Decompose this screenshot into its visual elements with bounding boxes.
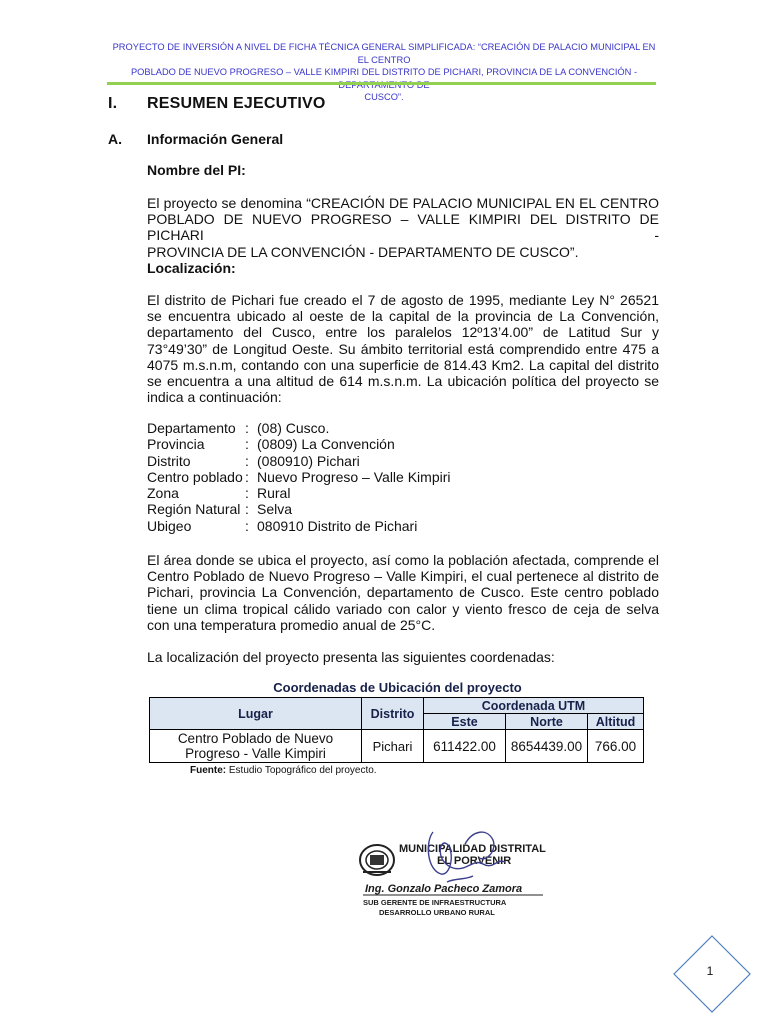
source-text: Estudio Topográfico del proyecto. bbox=[226, 765, 377, 776]
paragraph-line: con una temperatura promedio anual de 25°C. bbox=[147, 616, 436, 633]
header-distrito: Distrito bbox=[362, 698, 424, 730]
paragraph-line: PROVINCIA DE LA CONVENCIÓN - DEPARTAMENTO DE CUSCO”. bbox=[147, 243, 579, 260]
paragraph-line: POBLADO DE NUEVO PROGRESO – VALLE KIMPIRI DEL DISTRITO DE PICHARI - bbox=[147, 211, 659, 244]
header-line-2: POBLADO DE NUEVO PROGRESO – VALLE KIMPIRI DEL DISTRITO DE PICHARI, PROVINCIA DE LA CONVENCIÓN - bbox=[130, 67, 638, 77]
item-value: Rural bbox=[257, 485, 291, 502]
item-separator: : bbox=[245, 420, 249, 436]
cell-lugar bbox=[150, 730, 362, 763]
stamp-name: Ing. Gonzalo Pacheco Zamora bbox=[365, 883, 523, 895]
header-norte: Norte bbox=[506, 714, 588, 730]
item-separator: : bbox=[245, 485, 249, 502]
section-number: I. bbox=[108, 95, 118, 112]
item-separator: : bbox=[245, 452, 249, 469]
subsection-title: Información General bbox=[147, 131, 284, 147]
paragraph-line: tiene un clima tropical cálido variado con calor y viento fresco de ceja de selva bbox=[147, 600, 659, 617]
localizacion-heading: Localización: bbox=[147, 260, 236, 276]
header-rule bbox=[107, 82, 656, 85]
list-item bbox=[147, 485, 451, 501]
table-row bbox=[150, 730, 644, 763]
item-key: Distrito bbox=[147, 452, 191, 469]
section-title: RESUMEN EJECUTIVO bbox=[147, 95, 326, 112]
subsection-letter: A. bbox=[108, 131, 122, 147]
localizacion-paragraph bbox=[147, 292, 659, 405]
cell-lugar-line-2: Progreso - Valle Kimpiri bbox=[185, 746, 326, 761]
item-value: (080910) Pichari bbox=[257, 452, 360, 469]
item-key: Departamento bbox=[147, 420, 236, 436]
item-key: Ubigeo bbox=[147, 517, 192, 534]
table-header-row bbox=[150, 698, 644, 714]
coordinates-table bbox=[149, 697, 644, 763]
source-label: Fuente: bbox=[190, 765, 227, 776]
municipal-seal-icon bbox=[360, 845, 394, 875]
item-separator: : bbox=[245, 501, 249, 518]
item-value: Nuevo Progreso – Valle Kimpiri bbox=[257, 468, 451, 485]
paragraph-line: Pichari, provincia La Convención, departamento de Cusco. Este centro poblado bbox=[147, 584, 659, 601]
header-lugar: Lugar bbox=[150, 698, 362, 730]
header-altitud: Altitud bbox=[588, 714, 644, 730]
ubicacion-politica-list bbox=[147, 420, 451, 534]
stamp-line-1: MUNICIPALIDAD DISTRITAL bbox=[399, 843, 546, 855]
item-value: (08) Cusco. bbox=[257, 420, 330, 436]
item-separator: : bbox=[245, 517, 249, 534]
stamp-line-2: EL PORVENIR bbox=[437, 855, 512, 867]
stamp-role-1: SUB GERENTE DE INFRAESTRUCTURA bbox=[363, 898, 507, 907]
cell-norte: 8654439.00 bbox=[506, 730, 588, 763]
list-item bbox=[147, 420, 451, 436]
item-separator: : bbox=[245, 468, 249, 485]
item-key: Provincia bbox=[147, 436, 205, 453]
nombre-pi-paragraph bbox=[147, 195, 659, 260]
paragraph-line: El distrito de Pichari fue creado el 7 de agosto de 1995, mediante Ley N° 26521 bbox=[147, 292, 659, 308]
item-separator: : bbox=[245, 436, 249, 453]
paragraph-line: Centro Poblado de Nuevo Progreso – Valle Kimpiri, el cual pertenece al distrito de bbox=[147, 568, 659, 585]
table-source bbox=[190, 765, 377, 776]
cell-lugar-line-1: Centro Poblado de Nuevo bbox=[177, 731, 334, 746]
coords-intro bbox=[147, 649, 659, 665]
paragraph-line: se encuentra ubicado al oeste de la capital de la provincia de La Convención, bbox=[147, 308, 659, 325]
cell-altitud: 766.00 bbox=[588, 730, 644, 763]
cell-este: 611422.00 bbox=[424, 730, 506, 763]
header-utm: Coordenada UTM bbox=[424, 698, 644, 714]
page-number: 1 bbox=[706, 964, 714, 978]
stamp-role-2: DESARROLLO URBANO RURAL bbox=[379, 908, 495, 917]
item-key: Centro poblado bbox=[147, 468, 243, 485]
item-value: (0809) La Convención bbox=[257, 436, 395, 453]
table-title: Coordenadas de Ubicación del proyecto bbox=[273, 680, 522, 695]
list-item bbox=[147, 501, 451, 517]
item-value: Selva bbox=[257, 501, 293, 518]
header-este: Este bbox=[424, 714, 506, 730]
list-item bbox=[147, 469, 451, 485]
paragraph-line: 4075 m.s.n.m, contando con una superficie de 814.43 Km2. La capital del distrito bbox=[147, 356, 659, 373]
paragraph-line: se encuentra a una altitud de 614 m.s.n.m. La ubicación política del proyecto se bbox=[147, 373, 659, 390]
paragraph-line: La localización del proyecto presenta las siguientes coordenadas: bbox=[147, 649, 555, 665]
paragraph-line: El proyecto se denomina “CREACIÓN DE PALACIO MUNICIPAL EN EL CENTRO bbox=[147, 195, 659, 211]
paragraph-line: El área donde se ubica el proyecto, así como la población afectada, comprende el bbox=[147, 552, 659, 568]
paragraph-line: 73°49’30” de Longitud Oeste. Su ámbito territorial está comprendido entre 475 a bbox=[147, 340, 659, 357]
item-key: Zona bbox=[147, 485, 179, 502]
official-stamp bbox=[355, 822, 555, 922]
paragraph-line: indica a continuación: bbox=[147, 389, 282, 406]
list-item bbox=[147, 453, 451, 469]
list-item bbox=[147, 518, 451, 534]
nombre-pi-heading: Nombre del PI: bbox=[147, 162, 246, 178]
header-line-3: CUSCO”. bbox=[364, 92, 404, 102]
item-key: Región Natural bbox=[147, 501, 241, 518]
area-paragraph bbox=[147, 552, 659, 633]
paragraph-line: departamento del Cusco, entre los paralelos 12º13’4.00” de Latitud Sur y bbox=[147, 324, 659, 341]
list-item bbox=[147, 436, 451, 452]
item-value: 080910 Distrito de Pichari bbox=[257, 517, 418, 534]
cell-distrito: Pichari bbox=[362, 730, 424, 763]
header-line-1: PROYECTO DE INVERSIÓN A NIVEL DE FICHA TÉCNICA GENERAL SIMPLIFICADA: “CREACIÓN DE PALACIO MUNICIPAL EN EL CENTRO bbox=[112, 42, 656, 65]
